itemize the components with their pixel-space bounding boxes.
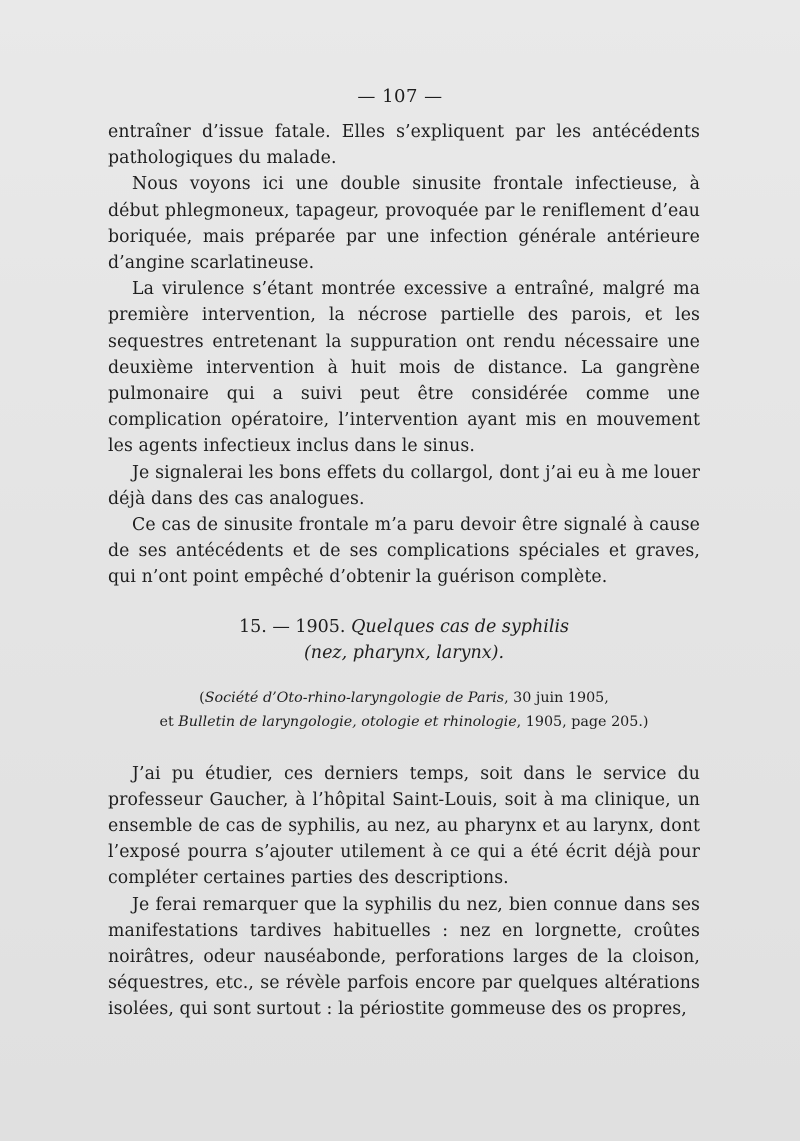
paragraph-virulence: La virulence s’étant montrée excessive a entraîné, malgré ma première intervention, la nécrose partielle des parois, et les sequestres entretenant la suppuration ont rendu nécessaire une deuxième intervention à huit mois de distance. La gangrène pulmonaire qui a suivi peut être considérée comme une complication opératoire, l’intervention ayant mis en mouvement les agents infectieux inclus dans le sinus.: [108, 279, 700, 457]
citation-journal: Bulletin de laryngologie, otologie et rhinologie: [178, 713, 517, 730]
citation-page: , 1905, page 205.): [516, 713, 649, 730]
entry-title-line2: (nez, pharynx, larynx).: [303, 642, 505, 663]
citation: [108, 686, 700, 734]
entry-number: 15. — 1905.: [238, 616, 346, 637]
paragraph-continuation: entraîner d’issue fatale. Elles s’expliquent par les antécédents pathologiques du malade.: [108, 122, 700, 169]
page-number: — 107 —: [357, 86, 443, 107]
paragraph-collargol: Je signalerai les bons effets du collargol, dont j’ai eu à me louer déjà dans des cas analogues.: [108, 462, 700, 509]
text-column: [108, 119, 700, 1023]
entry-title-line1: Quelques cas de syphilis: [351, 616, 570, 637]
entry-heading: [108, 614, 700, 666]
citation-open-paren: (: [199, 689, 205, 706]
paragraph-syphilis-nose: Je ferai remarquer que la syphilis du nez, bien connue dans ses manifestations tardives habituelles : nez en lorgnette, croûtes noirâtres, odeur nauséabonde, perforations larges de la cloison, séquestres, etc., se révèle parfois encore par quelques altérations isolées, qui sont surtout : la périostite gommeuse des os propres,: [108, 894, 700, 1020]
citation-prefix: et: [159, 713, 179, 730]
paragraph-sinusitis-description: Nous voyons ici une double sinusite frontale infectieuse, à début phlegmoneux, tapageur, provoquée par le reniflement d’eau boriquée, mais préparée par une infection générale antérieure d’angine scarlatineuse.: [108, 174, 700, 274]
citation-date: , 30 juin 1905,: [504, 689, 609, 706]
paragraph-syphilis-study: J’ai pu étudier, ces derniers temps, soit dans le service du professeur Gaucher, à l’hôpital Saint-Louis, soit à ma clinique, un ensemble de cas de syphilis, au nez, au pharynx et au larynx, dont l’exposé pourra s’ajouter utilement à ce qui a été écrit déjà pour compléter certaines parties des descriptions.: [108, 763, 700, 889]
citation-society: Société d’Oto-rhino-laryngologie de Paris: [204, 689, 505, 706]
paragraph-conclusion: Ce cas de sinusite frontale m’a paru devoir être signalé à cause de ses antécédents et de ses complications spéciales et graves, qui n’ont point empêché d’obtenir la guérison complète.: [108, 515, 700, 588]
